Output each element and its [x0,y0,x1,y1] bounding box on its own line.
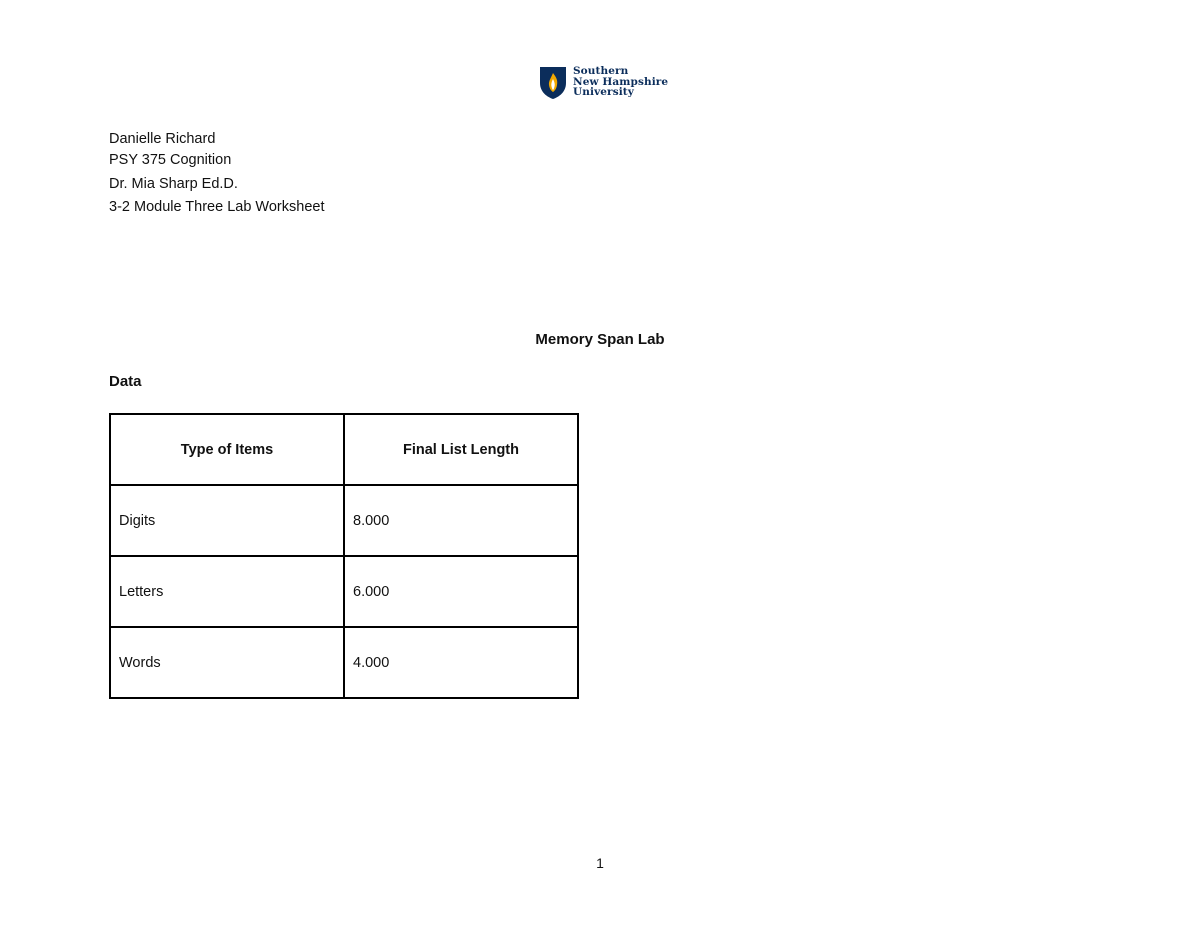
table-cell-item-type: Letters [110,556,344,627]
course-name: PSY 375 Cognition [109,152,232,168]
university-logo [539,66,668,100]
table-row [110,627,578,698]
logo-wordmark [573,66,668,98]
table-cell-item-type: Digits [110,485,344,556]
flame-shield-icon [539,66,567,100]
document-title: Memory Span Lab [535,331,665,348]
logo-line-3: University [573,86,634,98]
logo-line-1: Southern [573,65,629,77]
assignment-title: 3-2 Module Three Lab Worksheet [109,199,325,215]
column-header-final-list-length: Final List Length [344,414,578,485]
data-section-heading: Data [109,373,142,390]
instructor-name: Dr. Mia Sharp Ed.D. [109,176,238,192]
table-cell-list-length: 8.000 [344,485,578,556]
table-cell-list-length: 6.000 [344,556,578,627]
memory-span-table [109,413,579,699]
page-number: 1 [596,855,604,871]
table-cell-item-type: Words [110,627,344,698]
table-row [110,485,578,556]
column-header-type-of-items: Type of Items [110,414,344,485]
table-cell-list-length: 4.000 [344,627,578,698]
table-header-row [110,414,578,485]
author-name: Danielle Richard [109,131,216,147]
table-row [110,556,578,627]
logo-line-2: New Hampshire [573,75,669,88]
